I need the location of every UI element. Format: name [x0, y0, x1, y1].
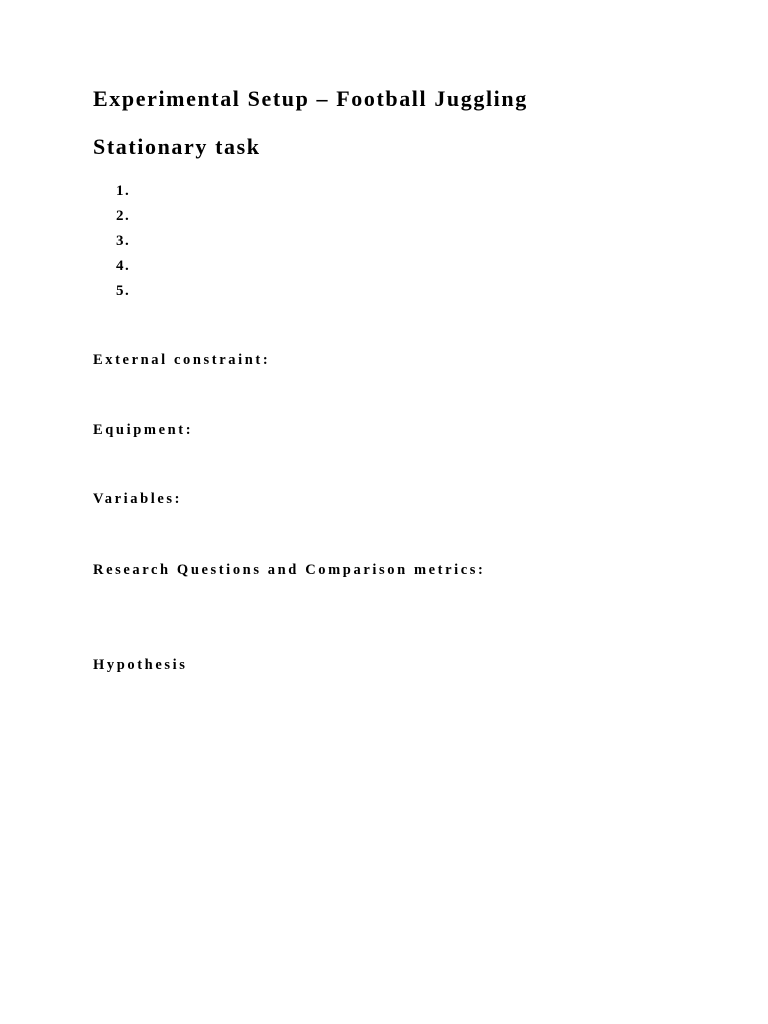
list-item: 4. — [116, 258, 131, 274]
list-item: 3. — [116, 233, 131, 249]
equipment-heading: Equipment: — [93, 422, 194, 438]
list-item: 1. — [116, 183, 131, 199]
task-heading: Stationary task — [93, 134, 261, 159]
list-item: 5. — [116, 283, 131, 299]
research-questions-heading: Research Questions and Comparison metrics: — [93, 562, 486, 578]
variables-heading: Variables: — [93, 491, 183, 507]
numbered-step-list — [116, 181, 130, 306]
external-constraint-heading: External constraint: — [93, 352, 271, 368]
hypothesis-heading: Hypothesis — [93, 657, 188, 673]
list-item: 2. — [116, 208, 131, 224]
document-title: Experimental Setup – Football Juggling — [93, 86, 528, 111]
